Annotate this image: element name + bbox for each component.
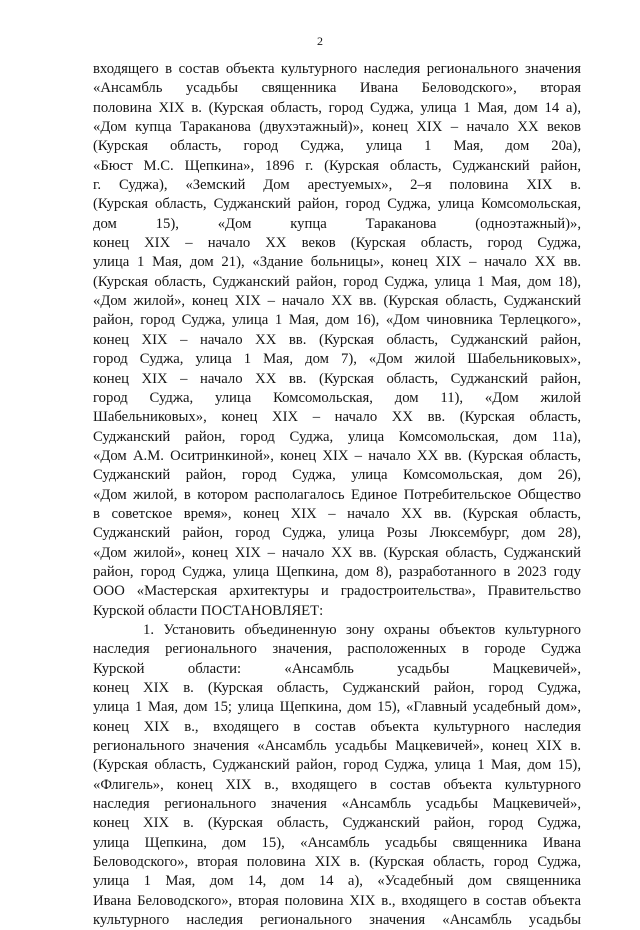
text-line: район, город Суджа, улица 1 Мая, дом 16), «Дом чиновника Терлецкого»,	[93, 312, 581, 329]
text-line: половина XIX в. (Курская область, город Суджа, улица 1 Мая, дом 14 а),	[93, 99, 581, 116]
text-line: Суджанский район, город Суджа, улица Розы Люксембург, дом 28),	[93, 525, 581, 542]
text-line: культурного наследия регионального значения «Ансамбль усадьбы	[93, 912, 581, 929]
text-line: «Ансамбль усадьбы священника Ивана Беловодского», вторая	[93, 80, 581, 97]
text-line: входящего в состав объекта культурного наследия регионального значения	[93, 61, 581, 77]
text-line: конец XIX в. (Курская область, Суджанский район, город Суджа,	[93, 680, 581, 696]
text-line: (Курская область, Суджанский район, город Суджа, улица 1 Мая, дом 18),	[93, 273, 581, 290]
text-line: «Дом купца Тараканова (двухэтажный)», конец XIX – начало XX веков	[93, 119, 581, 136]
text-line: улица 1 Мая, дом 21), «Здание больницы», конец XIX – начало XX вв.	[93, 254, 581, 271]
text-line: город Суджа, улица Комсомольская, дом 11), «Дом жилой	[93, 389, 581, 406]
text-line: регионального значения «Ансамбль усадьбы Мацкевичей», конец XIX в.	[93, 738, 581, 755]
text-line: наследия регионального значения «Ансамбль усадьбы Мацкевичей»,	[93, 796, 581, 813]
text-line: в советское время», конец XIX – начало XX вв. (Курская область,	[93, 505, 581, 522]
text-line: «Дом жилой», конец XIX – начало XX вв. (Курская область, Суджанский	[93, 544, 581, 561]
text-line: конец XIX – начало XX вв. (Курская область, Суджанский район,	[93, 331, 581, 348]
text-line: (Курская область, Суджанский район, город Суджа, улица 1 Мая, дом 15),	[93, 757, 581, 774]
text-line: (Курская область, город Суджа, улица 1 Мая, дом 20а),	[93, 138, 581, 155]
text-line: конец XIX в. (Курская область, Суджанский район, город Суджа,	[93, 815, 581, 832]
text-line: «Дом А.М. Оситринкиной», конец XIX – начало XX вв. (Курская область,	[93, 447, 581, 464]
text-line: «Дом жилой, в котором располагалось Единое Потребительское Общество	[93, 486, 581, 503]
text-line: улица 1 Мая, дом 15; улица Щепкина, дом 15), «Главный усадебный дом»,	[93, 699, 581, 716]
text-line: Шабельниковых», конец XIX – начало XX вв. (Курская область,	[93, 409, 581, 426]
text-line: г. Суджа), «Земский Дом арестуемых», 2–я половина XIX в.	[93, 177, 581, 194]
text-line: 1. Установить объединенную зону охраны объектов культурного	[143, 621, 581, 638]
text-line: наследия регионального значения, расположенных в городе Суджа	[93, 641, 581, 658]
text-line: улица Щепкина, дом 15), «Ансамбль усадьбы священника Ивана	[93, 834, 581, 851]
text-line: «Флигель», конец XIX в., входящего в состав объекта культурного	[93, 776, 581, 793]
text-line: Беловодского», вторая половина XIX в. (Курская область, город Суджа,	[93, 854, 581, 871]
text-line: конец XIX в., входящего в состав объекта культурного наследия	[93, 718, 581, 735]
text-line: район, город Суджа, улица Щепкина, дом 8), разработанного в 2023 году	[93, 563, 581, 580]
text-line: улица 1 Мая, дом 14, дом 14 а), «Усадебный дом священника	[93, 873, 581, 890]
text-line: «Бюст М.С. Щепкина», 1896 г. (Курская область, Суджанский район,	[93, 157, 581, 174]
text-line: конец XIX – начало XX веков (Курская область, город Суджа,	[93, 235, 581, 252]
text-line: город Суджа, улица 1 Мая, дом 7), «Дом жилой Шабельниковых»,	[93, 351, 581, 368]
text-line: Суджанский район, город Суджа, улица Комсомольская, дом 11а),	[93, 428, 581, 445]
text-line: дом 15), «Дом купца Тараканова (одноэтажный)»,	[93, 215, 581, 232]
text-line: Курской области ПОСТАНОВЛЯЕТ:	[93, 602, 324, 619]
text-line: (Курская область, Суджанский район, город Суджа, улица Комсомольская,	[93, 196, 581, 213]
text-line: Суджанский район, город Суджа, улица Комсомольская, дом 26),	[93, 467, 581, 484]
text-line: ООО «Мастерская архитектуры и градостроительства», Правительство	[93, 583, 581, 600]
text-line: конец XIX – начало XX вв. (Курская область, Суджанский район,	[93, 370, 581, 387]
text-line: Ивана Беловодского», вторая половина XIX в., входящего в состав объекта	[93, 892, 581, 909]
page-number: 2	[317, 34, 323, 48]
text-line: Курской области: «Ансамбль усадьбы Мацкевичей»,	[93, 660, 581, 677]
document-body	[93, 60, 581, 930]
text-line: «Дом жилой», конец XIX – начало XX вв. (Курская область, Суджанский	[93, 293, 581, 310]
